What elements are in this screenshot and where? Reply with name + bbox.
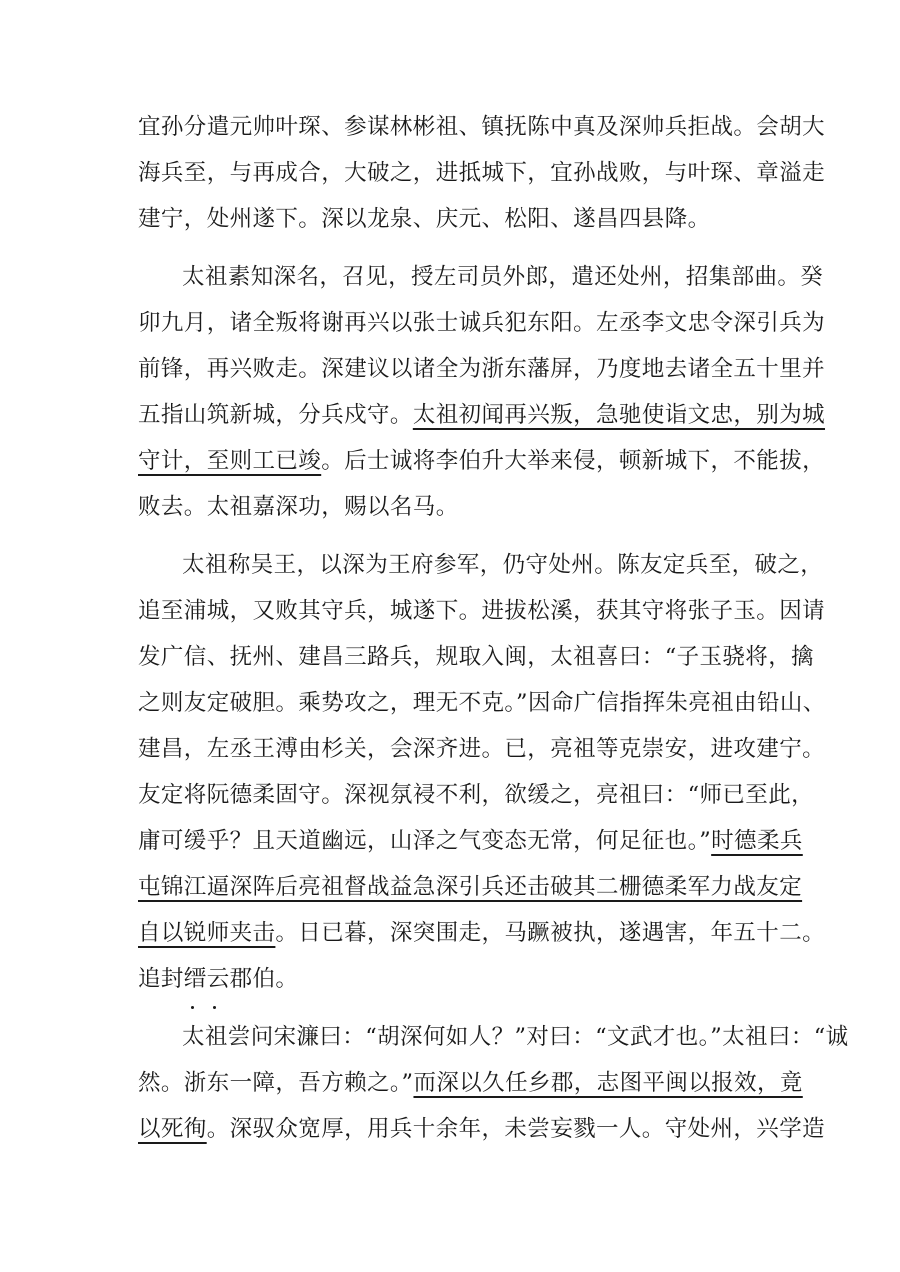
text-line: 太祖素知深名，召见，授左司员外郎，遣还处州，招集部曲。癸 bbox=[182, 264, 824, 290]
paragraph-1 bbox=[138, 104, 826, 242]
plain-text: 然。浙东一障，吾方赖之。” bbox=[138, 1070, 414, 1096]
text-line: 友定将阮德柔固守。深视氛祲不利，欲缓之，亮祖曰：“师已至此， bbox=[138, 782, 815, 808]
text-line: 之则友定破胆。乘势攻之，理无不克。”因命广信指挥朱亮祖由铅山、 bbox=[138, 690, 826, 716]
text-line: 海兵至，与再成合，大破之，进抵城下，宜孙战败，与叶琛、章溢走 bbox=[138, 160, 826, 186]
text-line: 败去。太祖嘉深功，赐以名马。 bbox=[138, 494, 459, 520]
underlined-text: 守计，至则工已竣 bbox=[138, 448, 322, 474]
plain-text: 五指山筑新城，分兵戍守。 bbox=[138, 402, 413, 428]
text-line bbox=[138, 864, 803, 910]
underlined-text: 自以锐师夹击 bbox=[138, 920, 276, 946]
text-line bbox=[138, 956, 770, 1002]
text-line: 卯九月，诸全叛将谢再兴以张士诚兵犯东阳。左丞李文忠令深引兵为 bbox=[138, 310, 826, 336]
paragraph-4 bbox=[138, 1014, 849, 1152]
paragraph-2 bbox=[138, 254, 826, 530]
text-line: 建宁，处州遂下。深以龙泉、庆元、松阳、遂昌四县降。 bbox=[138, 206, 711, 232]
paragraph-3 bbox=[138, 542, 826, 1002]
text-line bbox=[138, 1106, 826, 1152]
text-line bbox=[138, 438, 826, 484]
plain-text: 郡伯。 bbox=[229, 966, 299, 992]
underlined-text: 时德柔兵 bbox=[711, 828, 803, 854]
text-line: 太祖称吴王，以深为王府参军，仍守处州。陈友定兵至，破之， bbox=[182, 552, 824, 578]
plain-text: 追封 bbox=[138, 966, 184, 992]
text-line: 太祖尝问宋濂曰：“胡深何如人？”对曰：“文武才也。”太祖曰：“诚 bbox=[182, 1024, 849, 1050]
underlined-text: 而深以久任乡郡，志图平闽以报效，竟 bbox=[413, 1070, 803, 1096]
text-line bbox=[138, 392, 826, 438]
plain-text: 庸可缓乎？且天道幽远，山泽之气变态无常，何足征也。” bbox=[138, 828, 712, 854]
text-line: 发广信、抚州、建昌三路兵，规取入闽，太祖喜曰：“子玉骁将，擒 bbox=[138, 644, 815, 670]
plain-text: 。后士诚将李伯升大举来侵，顿新城下，不能拔， bbox=[321, 448, 826, 474]
document-page bbox=[138, 104, 849, 1152]
underlined-text: 以死徇 bbox=[138, 1116, 207, 1142]
underlined-text: 太祖初闻再兴叛，急驰使诣文忠，别为城 bbox=[412, 402, 826, 428]
plain-text: 。深驭众宽厚，用兵十余年，未尝妄戮一人。守处州，兴学造 bbox=[206, 1116, 826, 1142]
text-line bbox=[138, 910, 826, 956]
text-line: 前锋，再兴败走。深建议以诸全为浙东藩屏，乃度地去诸全五十里并 bbox=[138, 356, 826, 382]
plain-text: 。日已暮，深突围走，马蹶被执，遂遇害，年五十二。 bbox=[275, 920, 826, 946]
text-line bbox=[138, 1060, 803, 1106]
underlined-text: 屯锦江逼深阵后亮祖督战益急深引兵还击破其二栅德柔军力战友定 bbox=[138, 874, 803, 900]
emphasis-dotted-text: 缙云 bbox=[183, 966, 230, 992]
text-line bbox=[138, 818, 803, 864]
text-line: 建昌，左丞王溥由杉关，会深齐进。已，亮祖等克崇安，进攻建宁。 bbox=[138, 736, 826, 762]
text-line: 宜孙分遣元帅叶琛、参谋林彬祖、镇抚陈中真及深帅兵拒战。会胡大 bbox=[138, 114, 826, 140]
text-line: 追至浦城，又败其守兵，城遂下。进拔松溪，获其守将张子玉。因请 bbox=[138, 598, 826, 624]
